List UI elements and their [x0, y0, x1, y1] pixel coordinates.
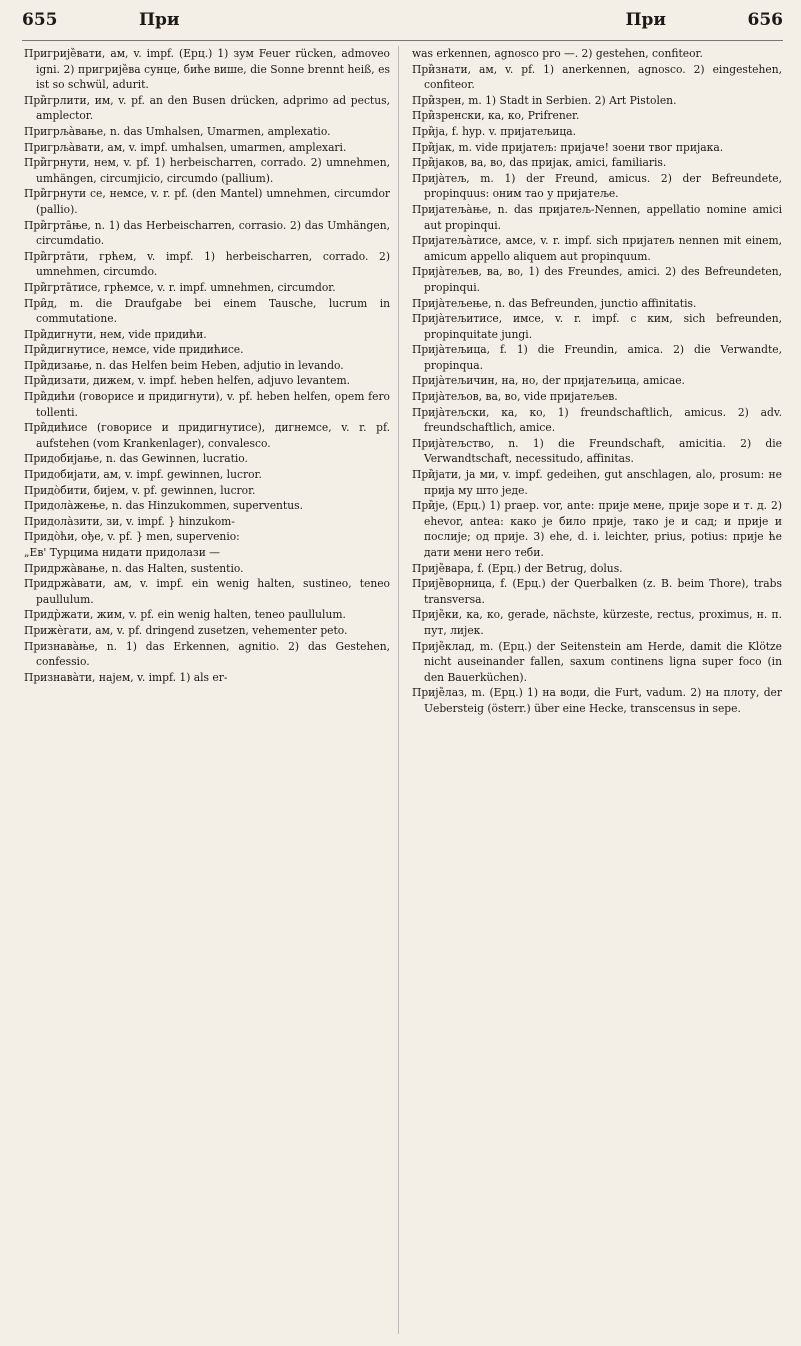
dictionary-entry: Прија̀тељичин, на, но, der пријатељица, amicae. [412, 374, 685, 388]
dictionary-entry: Прија̀тељење, n. das Befreunden, junctio affinitatis. [412, 296, 697, 310]
dictionary-entry: Прија̀тељов, ва, во, vide пријатељев. [412, 390, 618, 404]
dictionary-entry: При̏зрен, m. 1) Stadt in Serbien. 2) Art Pistolen. [412, 93, 677, 107]
dictionary-entry: При̏зренски, ка, ко, Prifrener. [412, 109, 580, 123]
dictionary-entry: Придржа̀вати, ам, v. impf. ein wenig halten, sustineo, teneo paullulum. [24, 577, 390, 606]
dictionary-entry: Придо̀ћи, ође, v. pf. } men, supervenio: [24, 530, 240, 544]
dictionary-entry: При̑д, m. die Draufgabe bei einem Tausche, lucrum in commutatione. [24, 296, 390, 326]
dictionary-entry: „Ев' Турцима нидати придолази — [24, 546, 220, 559]
dictionary-entry: Прија̀тељски, ка, ко, 1) freundschaftlich, amicus. 2) adv. freundschaftlich, amice. [412, 405, 782, 435]
dictionary-entry: При̏дигнутисе, немсе, vide придићисе. [24, 343, 244, 357]
dictionary-entry: Прије̏вара, f. (Ерц.) der Betrug, dolus. [412, 561, 623, 575]
dictionary-entry: При̏грта̄тисе, грћемсе, v. r. impf. umnehmen, circumdor. [24, 280, 336, 294]
dictionary-entry: При̏грта̄ње, n. 1) das Herbeischarren, corrasio. 2) das Umhängen, circumdatio. [24, 218, 390, 248]
dictionary-entry: При̏грнути се, немсе, v. r. pf. (den Mantel) umnehmen, circumdor (pallio). [24, 187, 390, 216]
dictionary-entry: Признава̀ти, најем, v. impf. 1) als er- [24, 670, 228, 684]
dictionary-entry: Прија̀тељ, m. 1) der Freund, amicus. 2) der Befreundete, propinquus: оним тао у пријатеље. [412, 171, 782, 201]
dictionary-entry: Придола̀жење, n. das Hinzukommen, superventus. [24, 499, 303, 513]
right-column [412, 46, 782, 717]
dictionary-entry: Придо̀бити, бијем, v. pf. gewinnen, lucror. [24, 483, 256, 497]
dictionary-entry: Прије̏ки, ка, ко, gerade, nächste, kürzeste, rectus, proximus, н. п. пут, лијек. [412, 608, 782, 637]
dictionary-entry: Придржа̀вање, n. das Halten, sustentio. [24, 561, 244, 575]
dictionary-entry: При̏ја, f. hyp. v. пријатељица. [412, 124, 577, 138]
right-running-head: При [625, 10, 667, 30]
dictionary-entry: Прије̏клад, m. (Ерц.) der Seitenstein am Herde, damit die Klötze nicht auseinander fallen, saxum continens ligna super foco (in den Bauerküchen). [412, 639, 782, 684]
dictionary-entry: При̏знати, ам, v. pf. 1) anerkennen, agnosco. 2) eingestehen, confiteor. [412, 62, 782, 92]
dictionary-entry: При̏дизати, дижем, v. impf. heben helfen, adjuvo levantem. [24, 374, 351, 388]
dictionary-entry: Прија̀тељев, ва, во, 1) des Freundes, amici. 2) des Befreundeten, propinqui. [412, 265, 782, 294]
dictionary-entry: Прија̀тељитисе, имсе, v. r. impf. с ким, sich befreunden, propinquitate jungi. [412, 312, 782, 341]
dictionary-entry: Прије̏ворница, f. (Ерц.) der Querbalken (z. B. beim Thore), trabs transversa. [412, 577, 782, 606]
left-column [24, 46, 390, 685]
left-running-head: При [138, 10, 180, 30]
dictionary-entry: Прије̏лаз, m. (Ерц.) 1) на води, die Furt, vadum. 2) на плоту, der Uebersteig (österr.) über eine Hecke, transcensus in sepe. [412, 686, 782, 715]
dictionary-entry: Придобијати, ам, v. impf. gewinnen, lucror. [24, 468, 262, 482]
dictionary-entry: Пригрља̀вање, n. das Umhalsen, Umarmen, amplexatio. [24, 124, 331, 138]
dictionary-entry: Прија̀тељство, n. 1) die Freundschaft, amicitia. 2) die Verwandtschaft, necessitudo, affinitas. [412, 436, 782, 466]
column-divider [398, 46, 399, 1334]
dictionary-entry: Признава̀ње, n. 1) das Erkennen, agnitio. 2) das Gestehen, confessio. [24, 639, 390, 669]
dictionary-entry: При̏грлити, им, v. pf. an den Busen drücken, adprimo ad pectus, amplector. [24, 93, 390, 123]
dictionary-entry: При̏јаков, ва, во, das пријак, amici, familiaris. [412, 156, 667, 170]
dictionary-entry: При̏грта̄ти, грћем, v. impf. 1) herbeischarren, corrado. 2) umnehmen, circumdo. [24, 249, 390, 279]
dictionary-entry: Придр̀жати, жим, v. pf. ein wenig halten, teneo paullulum. [24, 608, 346, 622]
dictionary-entry: Прижѐгати, ам, v. pf. dringend zusetzen, vehementer peto. [24, 623, 348, 637]
dictionary-entry: При̏је, (Ерц.) 1) praep. vor, ante: прије мене, прије зоре и т. д. 2) ehevor, antea: како је било прије, тако је и сад; и прије и послије; од прије. 3) ehe, d. i. leichter, prius, potius: прије ће дати мени него теби. [412, 499, 782, 559]
dictionary-entry: При̏јати, ја ми, v. impf. gedeihen, gut anschlagen, alo, prosum: не прија му што једе. [412, 468, 782, 497]
header-rule [22, 40, 783, 41]
dictionary-entry: При̏дићи (говорисе и придигнути), v. pf. heben helfen, opem fero tollenti. [24, 390, 390, 419]
dictionary-entry: При̏дигнути, нем, vide придићи. [24, 327, 207, 341]
dictionary-entry: was erkennen, agnosco pro —. 2) gestehen, confiteor. [412, 47, 703, 60]
dictionary-entry: Пригрља̀вати, ам, v. impf. umhalsen, umarmen, amplexari. [24, 140, 347, 154]
dictionary-entry: При̏дизање, n. das Helfen beim Heben, adjutio in levando. [24, 358, 344, 372]
dictionary-entry: Придола̀зити, зи, v. impf. } hinzukom- [24, 514, 235, 528]
dictionary-entry: Пригрије̏вати, ам, v. impf. (Ерц.) 1) зум Feuer rücken, admoveo igni. 2) пригрије̏ва сунце, биће више, die Sonne brennt heiß, es ist so schwül, adurit. [24, 47, 390, 92]
dictionary-entry: Пријатеља̀тисе, амсе, v. r. impf. sich пријатељ nennen mit einem, amicum appello aliquem aut propinquum. [412, 234, 782, 263]
right-page-number: 656 [747, 10, 783, 30]
page-header [22, 10, 783, 40]
dictionary-entry: Придобијање, n. das Gewinnen, lucratio. [24, 452, 248, 466]
left-page-number: 655 [22, 10, 58, 30]
dictionary-entry: Пријатеља̀ње, n. das пријатељ-Nennen, appellatio nomine amici aut propinqui. [412, 202, 782, 232]
dictionary-entry: При̏грнути, нем, v. pf. 1) herbeischarren, corrado. 2) umnehmen, umhängen, circumjicio, circumdo (pallium). [24, 156, 390, 185]
dictionary-entry: При̏дићисе (говорисе и придигнутисе), дигнемсе, v. r. pf. aufstehen (vom Krankenlager), convalesco. [24, 421, 390, 450]
dictionary-entry: Прија̀тељица, f. 1) die Freundin, amica. 2) die Verwandte, propinqua. [412, 343, 782, 372]
dictionary-entry: При̏јак, m. vide пријатељ: пријаче! зоени твог пријака. [412, 140, 724, 154]
